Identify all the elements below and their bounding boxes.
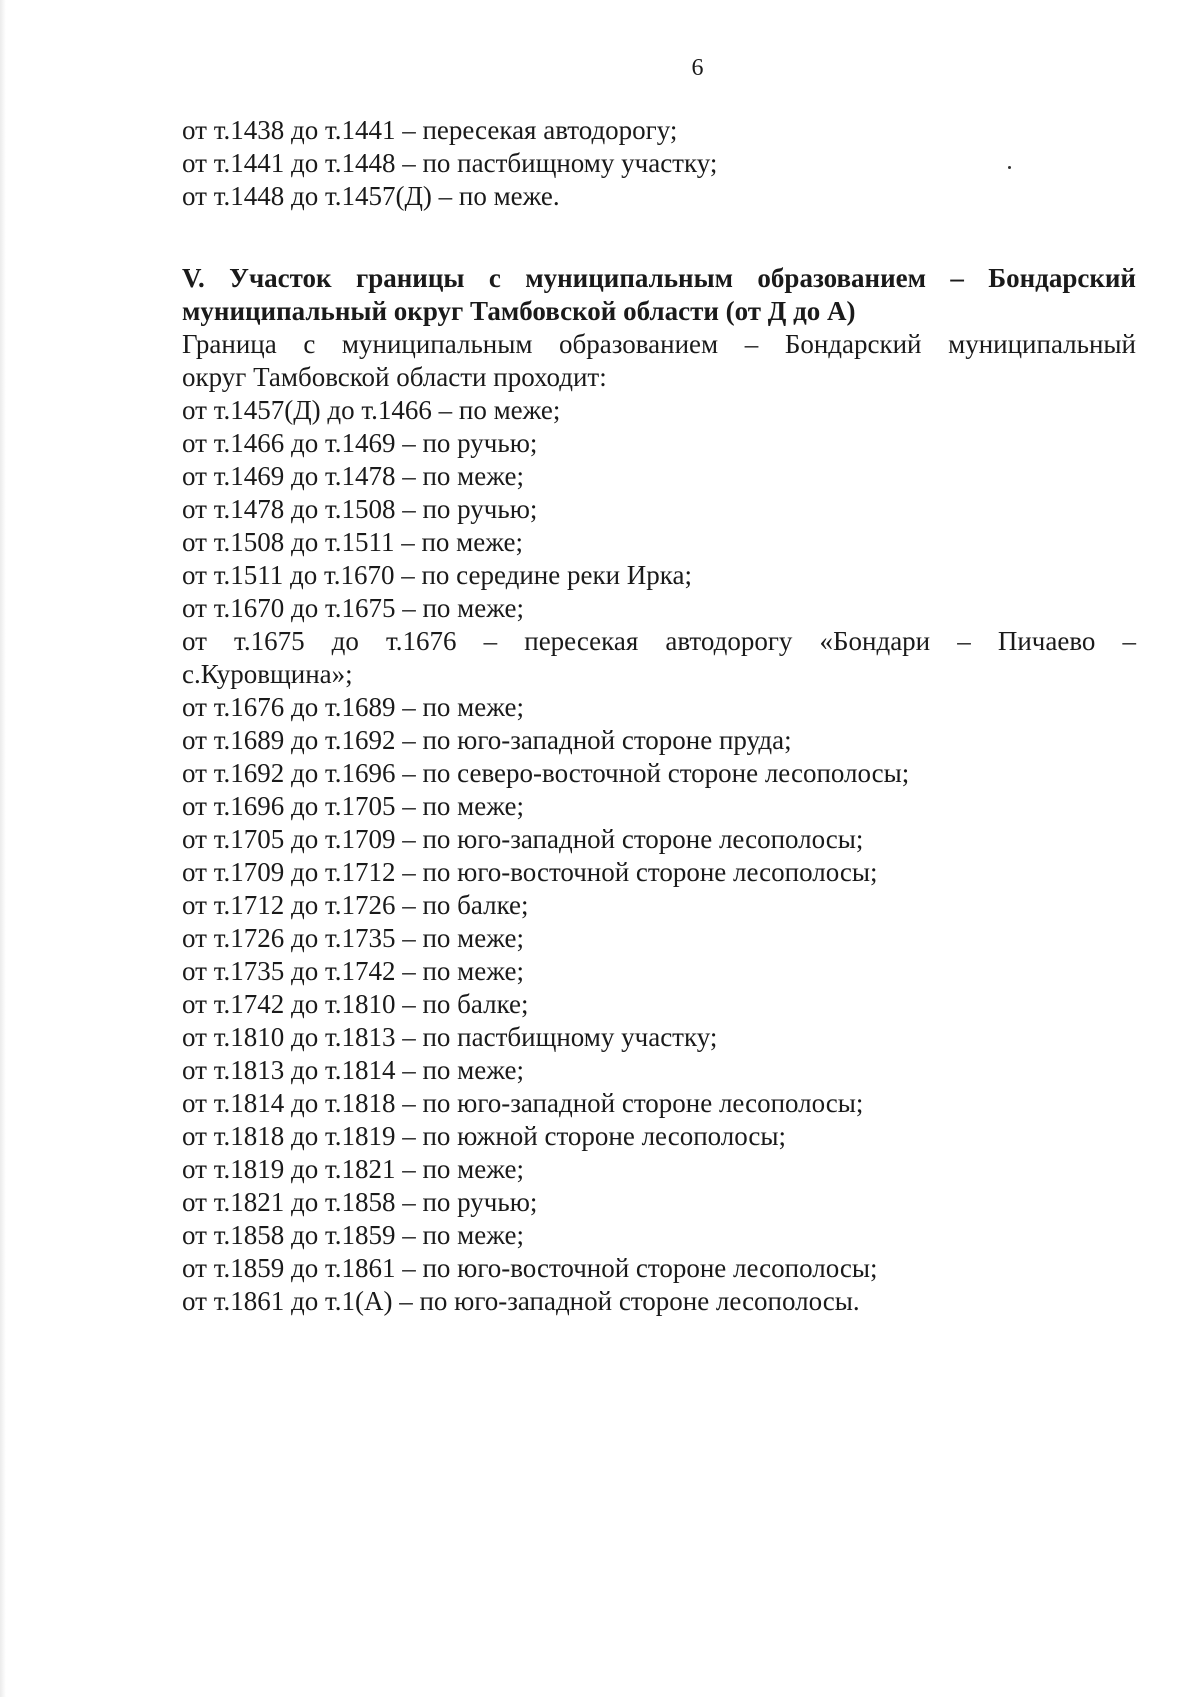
boundary-segment-line: от т.1696 до т.1705 – по меже; xyxy=(182,791,525,821)
boundary-segment-line: от т.1689 до т.1692 – по юго-западной стороне пруда; xyxy=(182,725,792,755)
boundary-segment-line: от т.1818 до т.1819 – по южной стороне лесополосы; xyxy=(182,1121,787,1151)
section-heading-line: V. Участок границы с муниципальным образованием – Бондарский xyxy=(182,263,1136,293)
boundary-segment-line: от т.1466 до т.1469 – по ручью; xyxy=(182,428,538,458)
boundary-segment-line: от т.1726 до т.1735 – по меже; xyxy=(182,923,525,953)
boundary-segment-line: от т.1709 до т.1712 – по юго-восточной стороне лесополосы; xyxy=(182,857,878,887)
boundary-segment-line: с.Куровщина»; xyxy=(182,659,353,689)
boundary-segment-line: от т.1821 до т.1858 – по ручью; xyxy=(182,1187,538,1217)
boundary-segment-line: от т.1859 до т.1861 – по юго-восточной стороне лесополосы; xyxy=(182,1253,878,1283)
boundary-segment-line: от т.1511 до т.1670 – по середине реки Ирка; xyxy=(182,560,692,590)
boundary-segment-line: от т.1441 до т.1448 – по пастбищному участку; xyxy=(182,148,718,178)
boundary-segment-line: от т.1819 до т.1821 – по меже; xyxy=(182,1154,525,1184)
boundary-segment-line: от т.1858 до т.1859 – по меже; xyxy=(182,1220,525,1250)
boundary-segment-line: от т.1469 до т.1478 – по меже; xyxy=(182,461,525,491)
boundary-segment-line: от т.1675 до т.1676 – пересекая автодорогу «Бондари – Пичаево – xyxy=(182,626,1136,656)
boundary-segment-line: от т.1457(Д) до т.1466 – по меже; xyxy=(182,395,561,425)
scan-edge-shadow xyxy=(0,0,6,1697)
section-paragraph-line: округ Тамбовской области проходит: xyxy=(182,362,607,392)
page-number: 6 xyxy=(691,55,704,81)
boundary-segment-line: от т.1670 до т.1675 – по меже; xyxy=(182,593,525,623)
boundary-segment-line: от т.1508 до т.1511 – по меже; xyxy=(182,527,524,557)
boundary-segment-line: от т.1813 до т.1814 – по меже; xyxy=(182,1055,525,1085)
boundary-segment-line: от т.1861 до т.1(А) – по юго-западной стороне лесополосы. xyxy=(182,1286,860,1316)
section-spacer xyxy=(182,213,1136,262)
boundary-segment-line: от т.1735 до т.1742 – по меже; xyxy=(182,956,525,986)
boundary-segment-line: от т.1676 до т.1689 – по меже; xyxy=(182,692,525,722)
boundary-segment-line: от т.1742 до т.1810 – по балке; xyxy=(182,989,529,1019)
boundary-segment-line: от т.1814 до т.1818 – по юго-западной стороне лесополосы; xyxy=(182,1088,864,1118)
boundary-segment-line: от т.1478 до т.1508 – по ручью; xyxy=(182,494,538,524)
boundary-segment-line: от т.1438 до т.1441 – пересекая автодорогу; xyxy=(182,115,678,145)
boundary-segment-line: от т.1712 до т.1726 – по балке; xyxy=(182,890,529,920)
section-heading-line: муниципальный округ Тамбовской области (от Д до А) xyxy=(182,296,856,326)
document-body xyxy=(182,114,1136,1318)
section-paragraph-line: Граница с муниципальным образованием – Бондарский муниципальный xyxy=(182,329,1136,359)
boundary-segment-line: от т.1448 до т.1457(Д) – по меже. xyxy=(182,181,560,211)
boundary-segment-line: от т.1692 до т.1696 – по северо-восточной стороне лесополосы; xyxy=(182,758,910,788)
section-heading xyxy=(182,262,1136,328)
boundary-segment-line: от т.1705 до т.1709 – по юго-западной стороне лесополосы; xyxy=(182,824,864,854)
boundary-segment-line: от т.1810 до т.1813 – по пастбищному участку; xyxy=(182,1022,718,1052)
boundary-segment-list xyxy=(182,394,1136,1318)
